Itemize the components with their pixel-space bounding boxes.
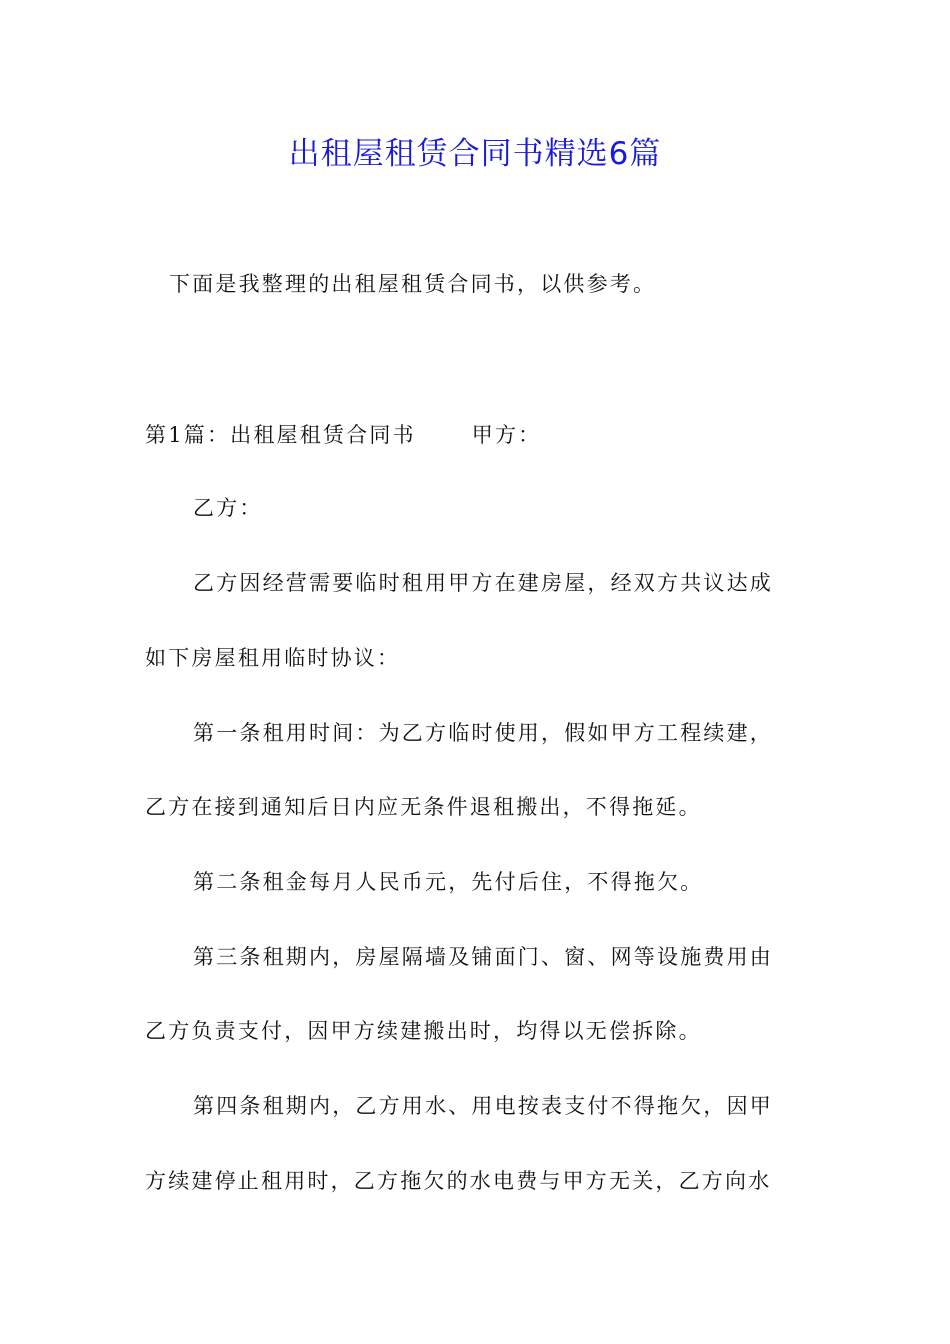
body-line-9: 方续建停止租用时，乙方拖欠的水电费与甲方无关，乙方向水 — [145, 1169, 772, 1193]
section-1-heading: 第1篇：出租屋租赁合同书 — [145, 423, 416, 447]
section-1-heading-line — [145, 417, 805, 453]
body-line-2: 如下房屋租用临时协议： — [145, 646, 401, 670]
body-line-3: 第一条租用时间：为乙方临时使用，假如甲方工程续建， — [193, 721, 773, 745]
body-line-8: 第四条租期内，乙方用水、用电按表支付不得拖欠，因甲 — [193, 1094, 773, 1118]
body-line-4: 乙方在接到通知后日内应无条件退租搬出，不得拖延。 — [145, 795, 702, 819]
body-line-7: 乙方负责支付，因甲方续建搬出时，均得以无偿拆除。 — [145, 1019, 702, 1043]
body-line-5: 第二条租金每月人民币元，先付后住，不得拖欠。 — [193, 870, 704, 894]
party-b-label: 乙方： — [193, 496, 263, 520]
party-a-label: 甲方： — [471, 423, 542, 447]
body-line-1: 乙方因经营需要临时租用甲方在建房屋，经双方共议达成 — [193, 571, 773, 595]
document-title: 出租屋租赁合同书精选6篇 — [288, 136, 662, 172]
body-line-6: 第三条租期内，房屋隔墙及铺面门、窗、网等设施费用由 — [193, 945, 773, 969]
intro-paragraph: 下面是我整理的出租屋租赁合同书，以供参考。 — [169, 272, 657, 296]
